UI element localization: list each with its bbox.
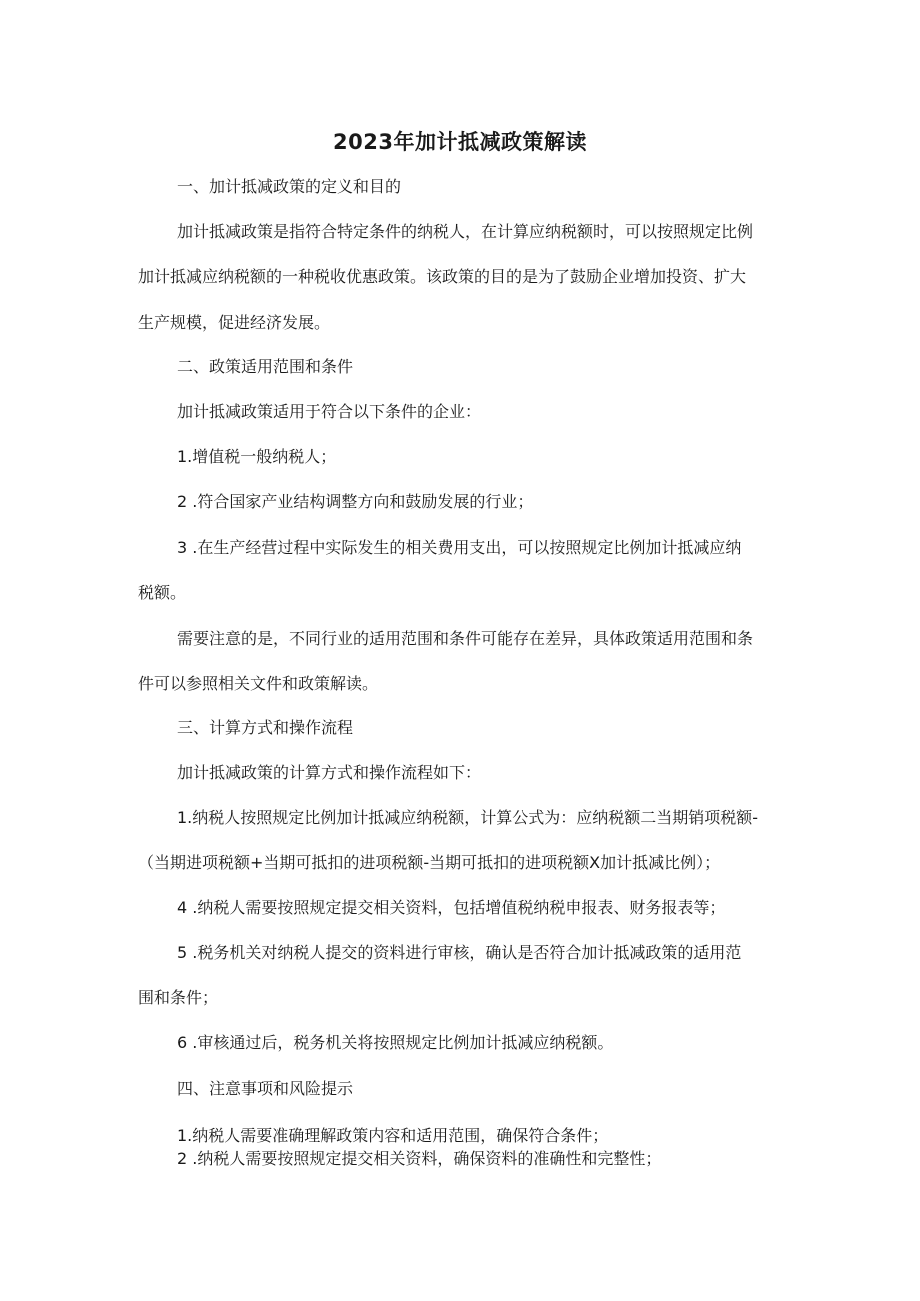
list-item: 6 .审核通过后，税务机关将按照规定比例加计抵减应纳税额。 [177, 1033, 614, 1052]
paragraph-line: 加计抵减应纳税额的一种税收优惠政策。该政策的目的是为了鼓励企业增加投资、扩大 [138, 267, 747, 286]
list-item: 4 .纳税人需要按照规定提交相关资料，包括增值税纳税申报表、财务报表等； [177, 898, 726, 917]
section-heading-3: 三、计算方式和操作流程 [177, 718, 354, 737]
paragraph-line: 加计抵减政策的计算方式和操作流程如下： [177, 763, 482, 782]
paragraph-line: 加计抵减政策适用于符合以下条件的企业： [177, 402, 482, 421]
paragraph-line: 需要注意的是，不同行业的适用范围和条件可能存在差异，具体政策适用范围和条 [177, 629, 754, 648]
list-item: 3 .在生产经营过程中实际发生的相关费用支出，可以按照规定比例加计抵减应纳 [177, 538, 742, 557]
paragraph-line: 加计抵减政策是指符合特定条件的纳税人，在计算应纳税额时，可以按照规定比例 [177, 222, 754, 241]
list-item: 2 .纳税人需要按照规定提交相关资料，确保资料的准确性和完整性； [177, 1149, 662, 1168]
list-item: 2 .符合国家产业结构调整方向和鼓励发展的行业； [177, 492, 534, 511]
list-item: 1.纳税人按照规定比例加计抵减应纳税额，计算公式为：应纳税额二当期销项税额- [177, 808, 759, 827]
list-item: 1.纳税人需要准确理解政策内容和适用范围，确保符合条件； [177, 1126, 609, 1145]
list-item: 1.增值税一般纳税人； [177, 447, 337, 466]
paragraph-line: 件可以参照相关文件和政策解读。 [138, 674, 379, 693]
paragraph-line: 生产规模，促进经济发展。 [138, 313, 331, 332]
list-item-continuation: （当期进项税额+当期可抵扣的进项税额-当期可抵扣的进项税额X加计抵减比例）； [138, 853, 721, 872]
section-heading-4: 四、注意事项和风险提示 [177, 1079, 354, 1098]
list-item-continuation: 税额。 [138, 583, 187, 602]
section-heading-1: 一、加计抵减政策的定义和目的 [177, 177, 402, 196]
list-item-continuation: 围和条件； [138, 988, 219, 1007]
section-heading-2: 二、政策适用范围和条件 [177, 357, 354, 376]
document-title: 2023年加计抵减政策解读 [333, 130, 587, 154]
list-item: 5 .税务机关对纳税人提交的资料进行审核，确认是否符合加计抵减政策的适用范 [177, 943, 742, 962]
